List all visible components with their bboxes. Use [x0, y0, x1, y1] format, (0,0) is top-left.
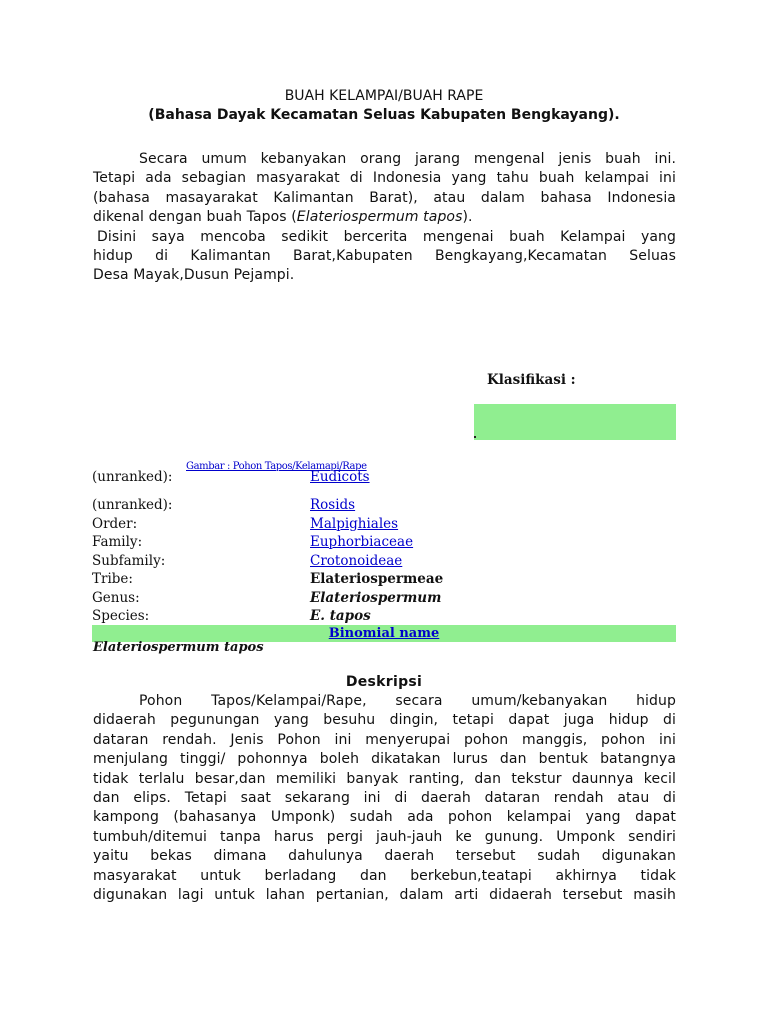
taxonomy-clipped-row — [92, 469, 676, 496]
intro-line4-suffix: ). — [462, 209, 473, 226]
document-subtitle: (Bahasa Dayak Kecamatan Seluas Kabupaten Bengkayang). — [148, 107, 620, 123]
taxonomy-key: Subfamily: — [92, 552, 166, 569]
deskripsi-line: dan elips. Tetapi saat sekarang ini di daerah dataran rendah atau di — [93, 790, 676, 807]
taxonomy-row — [92, 607, 676, 626]
deskripsi-paragraph — [93, 692, 676, 905]
deskripsi-line: Pohon Tapos/Kelampai/Rape, secara umum/kebanyakan hidup — [139, 693, 676, 709]
klasifikasi-label: Klasifikasi : — [487, 372, 576, 388]
intro-line — [93, 208, 676, 227]
deskripsi-line: masyarakat untuk berladang dan berkebun,teatapi akhirnya tidak — [93, 867, 676, 884]
intro-line: Secara umum kebanyakan orang jarang mengenal jenis buah ini. — [139, 151, 676, 167]
taxonomy-value: Elateriospermeae — [310, 571, 444, 587]
taxonomy-link[interactable]: Euphorbiaceae — [310, 534, 414, 550]
taxonomy-link[interactable]: Malpighiales — [310, 515, 399, 532]
deskripsi-line: menjulang tinggi/ pohonnya boleh dikatakan lurus dan bentuk batangnya — [93, 751, 676, 768]
taxonomy-link[interactable]: Eudicots — [310, 469, 370, 485]
deskripsi-line: digunakan lagi untuk lahan pertanian, dalam arti didaerah tersebut masih — [93, 887, 676, 904]
intro-line4-prefix: dikenal dengan buah Tapos ( — [93, 209, 297, 226]
deskripsi-line: dataran rendah. Jenis Pohon ini menyerupai pohon manggis, pohon ini — [93, 731, 676, 748]
deskripsi-line: yaitu bekas dimana dahulunya daerah tersebut sudah digunakan — [93, 848, 676, 865]
deskripsi-line: didaerah pegunungan yang besuhu dingin, tetapi dapat juga hidup di — [93, 712, 676, 729]
classification-header-box — [474, 404, 676, 440]
species-name-italic: Elateriospermum tapos — [296, 209, 463, 226]
taxonomy-key: (unranked): — [92, 497, 173, 513]
document-title: BUAH KELAMPAI/BUAH RAPE — [284, 88, 484, 104]
second-line: Desa Mayak,Dusun Pejampi. — [93, 267, 295, 284]
box-marker — [474, 436, 476, 438]
binomial-name-value: Elateriospermum tapos — [93, 640, 264, 655]
taxonomy-row — [92, 515, 676, 534]
taxonomy-row — [92, 570, 676, 589]
deskripsi-heading: Deskripsi — [345, 674, 423, 690]
taxonomy-row — [92, 533, 676, 552]
intro-line: (bahasa masayarakat Kalimantan Barat), atau dalam bahasa Indonesia — [93, 189, 676, 206]
taxonomy-link[interactable]: Crotonoideae — [310, 552, 403, 569]
binomial-name-link[interactable]: Binomial name — [328, 626, 440, 641]
second-line: hidup di Kalimantan Barat,Kabupaten Bengkayang,Kecamatan Seluas — [93, 248, 676, 265]
taxonomy-row — [92, 552, 676, 571]
intro-paragraph — [93, 150, 676, 286]
deskripsi-line: tidak terlalu besar,dan memiliki banyak ranting, dan tekstur daunnya kecil — [93, 770, 676, 787]
taxonomy-value: Elateriospermum — [310, 589, 442, 606]
image-caption-link[interactable]: Gambar : Pohon Tapos/Kelamapi/Rape — [186, 461, 367, 472]
taxonomy-key: Family: — [92, 534, 143, 550]
intro-line: Tetapi ada sebagian masyarakat di Indonesia yang tahu buah kelampai ini — [93, 170, 676, 187]
taxonomy-link[interactable]: Rosids — [310, 497, 356, 513]
taxonomy-key: Tribe: — [92, 571, 133, 587]
taxonomy-key: Genus: — [92, 589, 140, 606]
taxonomy-value: E. tapos — [310, 608, 371, 624]
taxonomy-key: (unranked): — [92, 469, 173, 485]
taxonomy-key: Order: — [92, 515, 138, 532]
taxonomy-key: Species: — [92, 608, 150, 624]
deskripsi-line: tumbuh/ditemui tanpa harus pergi jauh-jauh ke gunung. Umponk sendiri — [93, 828, 676, 845]
taxonomy-table — [92, 496, 676, 626]
taxonomy-row — [92, 496, 676, 515]
second-line: Disini saya mencoba sedikit bercerita mengenai buah Kelampai yang — [97, 228, 676, 245]
taxonomy-row — [92, 589, 676, 608]
deskripsi-line: kampong (bahasanya Umponk) sudah ada pohon kelampai yang dapat — [93, 809, 676, 826]
